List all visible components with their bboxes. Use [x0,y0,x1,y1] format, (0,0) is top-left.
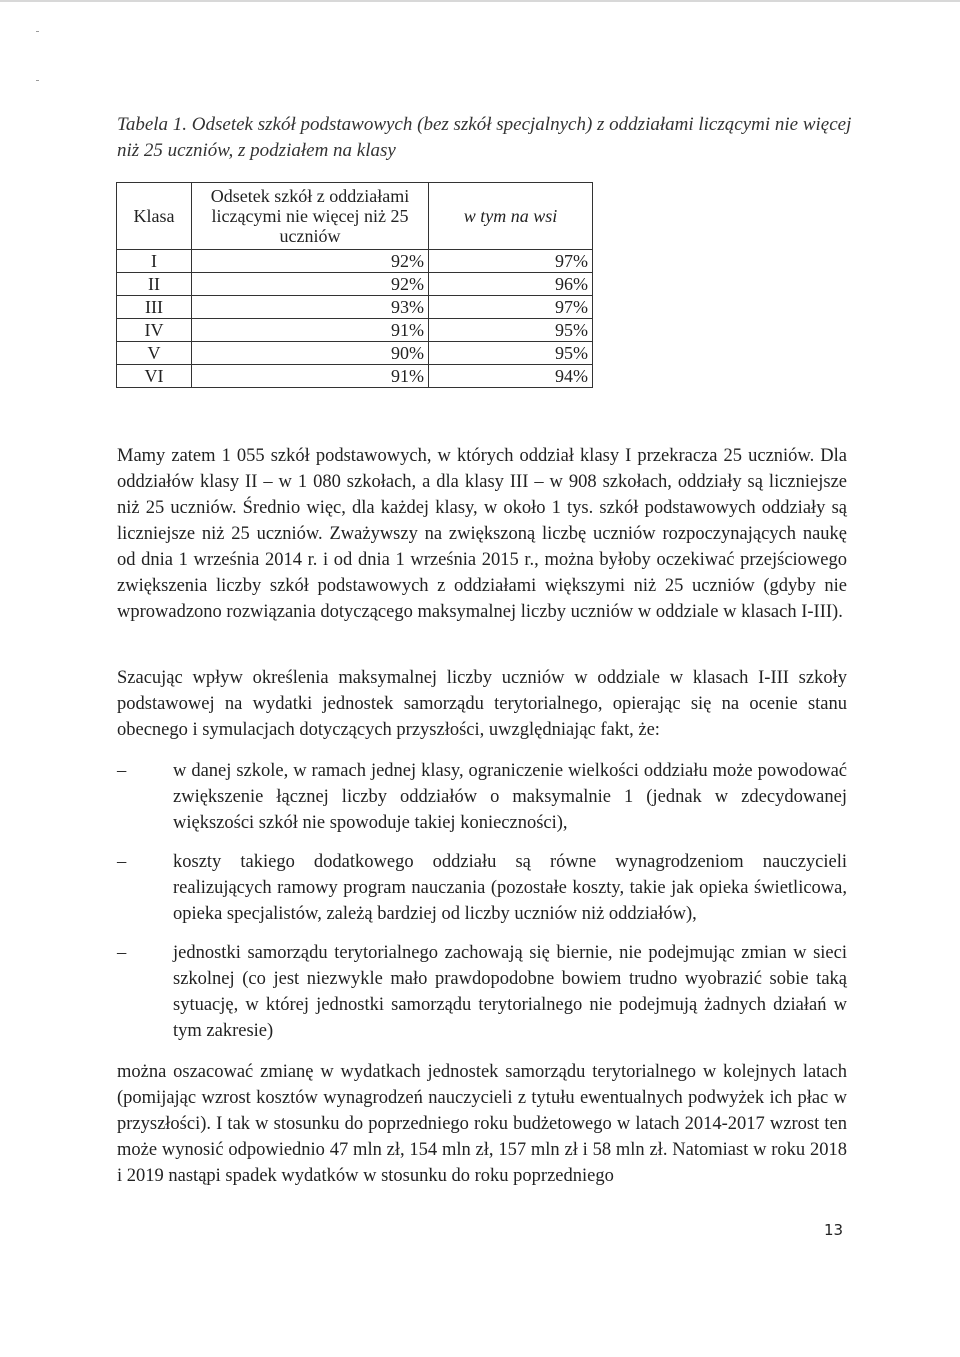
cell-klasa: VI [117,365,192,388]
cell-na-wsi: 95% [429,342,593,365]
cell-klasa: IV [117,319,192,342]
cell-na-wsi: 96% [429,273,593,296]
data-table [116,182,593,388]
cell-klasa: II [117,273,192,296]
page-number: 13 [824,1221,844,1239]
table-row [117,319,593,342]
header-na-wsi: w tym na wsi [429,183,593,250]
cell-klasa: III [117,296,192,319]
list-dash: – [117,852,127,872]
cell-odsetek: 92% [192,250,429,273]
list-dash: – [117,761,127,781]
cell-na-wsi: 95% [429,319,593,342]
scan-speck [36,31,39,32]
cell-klasa: V [117,342,192,365]
scan-top-edge [0,0,960,2]
table-row [117,250,593,273]
body-paragraph: Mamy zatem 1 055 szkół podstawowych, w których oddział klasy I przekracza 25 uczniów. Dla oddziałów klasy II – w 1 080 szkołach, a dla klasy III – w 908 szkołach, oddziały są liczniejsze niż 25 uczniów. Średnio więc, dla każdej klasy, w około 1 tys. szkół podstawowych oddziały są liczniejsze niż 25 uczniów. Zważywszy na zwiększoną liczbę uczniów rozpoczynających naukę od dnia 1 września 2014 r. i od dnia 1 września 2015 r., można byłoby oczekiwać przejściowego zwiększenia liczby szkół podstawowych z oddziałami większymi niż 25 uczniów (gdyby nie wprowadzono rozwiązania dotyczącego maksymalnej liczby uczniów w oddziale w klasach I-III). [117,446,847,622]
table-header-row [117,183,593,250]
cell-odsetek: 90% [192,342,429,365]
cell-odsetek: 93% [192,296,429,319]
list-item-text: w danej szkole, w ramach jednej klasy, ograniczenie wielkości oddziału może powodować zwiększenie łącznej liczby oddziałów o maksymalnie 1 (jednak w zdecydowanej większości szkół nie spowoduje takiej konieczności), [173,761,847,833]
body-paragraph: Szacując wpływ określenia maksymalnej liczby uczniów w oddziale w klasach I-III szkoły podstawowej na wydatki jednostek samorządu terytorialnego, opierając się na ocenie stanu obecnego i symulacjach dotyczących przyszłości, uwzględniając fakt, że: [117,668,847,740]
cell-odsetek: 91% [192,365,429,388]
list-item-text: koszty takiego dodatkowego oddziału są równe wynagrodzeniom nauczycieli realizujących ramowy program nauczania (pozostałe koszty, takie jak opieka świetlicowa, opieka specjalistów, zależą bardziej od liczby uczniów niż oddziałów), [173,852,847,924]
cell-na-wsi: 97% [429,296,593,319]
list-dash: – [117,943,127,963]
cell-na-wsi: 97% [429,250,593,273]
closing-paragraph: można oszacować zmianę w wydatkach jednostek samorządu terytorialnego w kolejnych latach (pomijając wzrost kosztów wynagrodzeń nauczycieli z tytułu ewentualnych podwyżek ich płac w przyszłości). I tak w stosunku do poprzedniego roku budżetowego w latach 2014-2017 wzrost ten może wynosić odpowiednio 47 mln zł, 154 mln zł, 157 mln zł i 58 mln zł. Natomiast w roku 2018 i 2019 nastąpi spadek wydatków w stosunku do roku poprzedniego [117,1062,847,1186]
scan-speck [36,80,39,81]
header-odsetek: Odsetek szkół z oddziałami liczącymi nie więcej niż 25 uczniów [192,183,429,250]
table-caption: Tabela 1. Odsetek szkół podstawowych (bez szkół specjalnych) z oddziałami liczącymi nie więcej niż 25 uczniów, z podziałem na klasy [117,114,852,161]
cell-odsetek: 92% [192,273,429,296]
table-row [117,296,593,319]
cell-odsetek: 91% [192,319,429,342]
header-klasa: Klasa [117,183,192,250]
table-row [117,273,593,296]
cell-na-wsi: 94% [429,365,593,388]
table-row [117,342,593,365]
table-row [117,365,593,388]
cell-klasa: I [117,250,192,273]
list-item-text: jednostki samorządu terytorialnego zachowają się biernie, nie podejmując zmian w sieci szkolnej (co jest niezwykle mało prawdopodobne bowiem trudno wyobrazić sobie taką sytuację, w której jednostki samorządu terytorialnego nie podejmują żadnych działań w tym zakresie) [173,943,847,1041]
